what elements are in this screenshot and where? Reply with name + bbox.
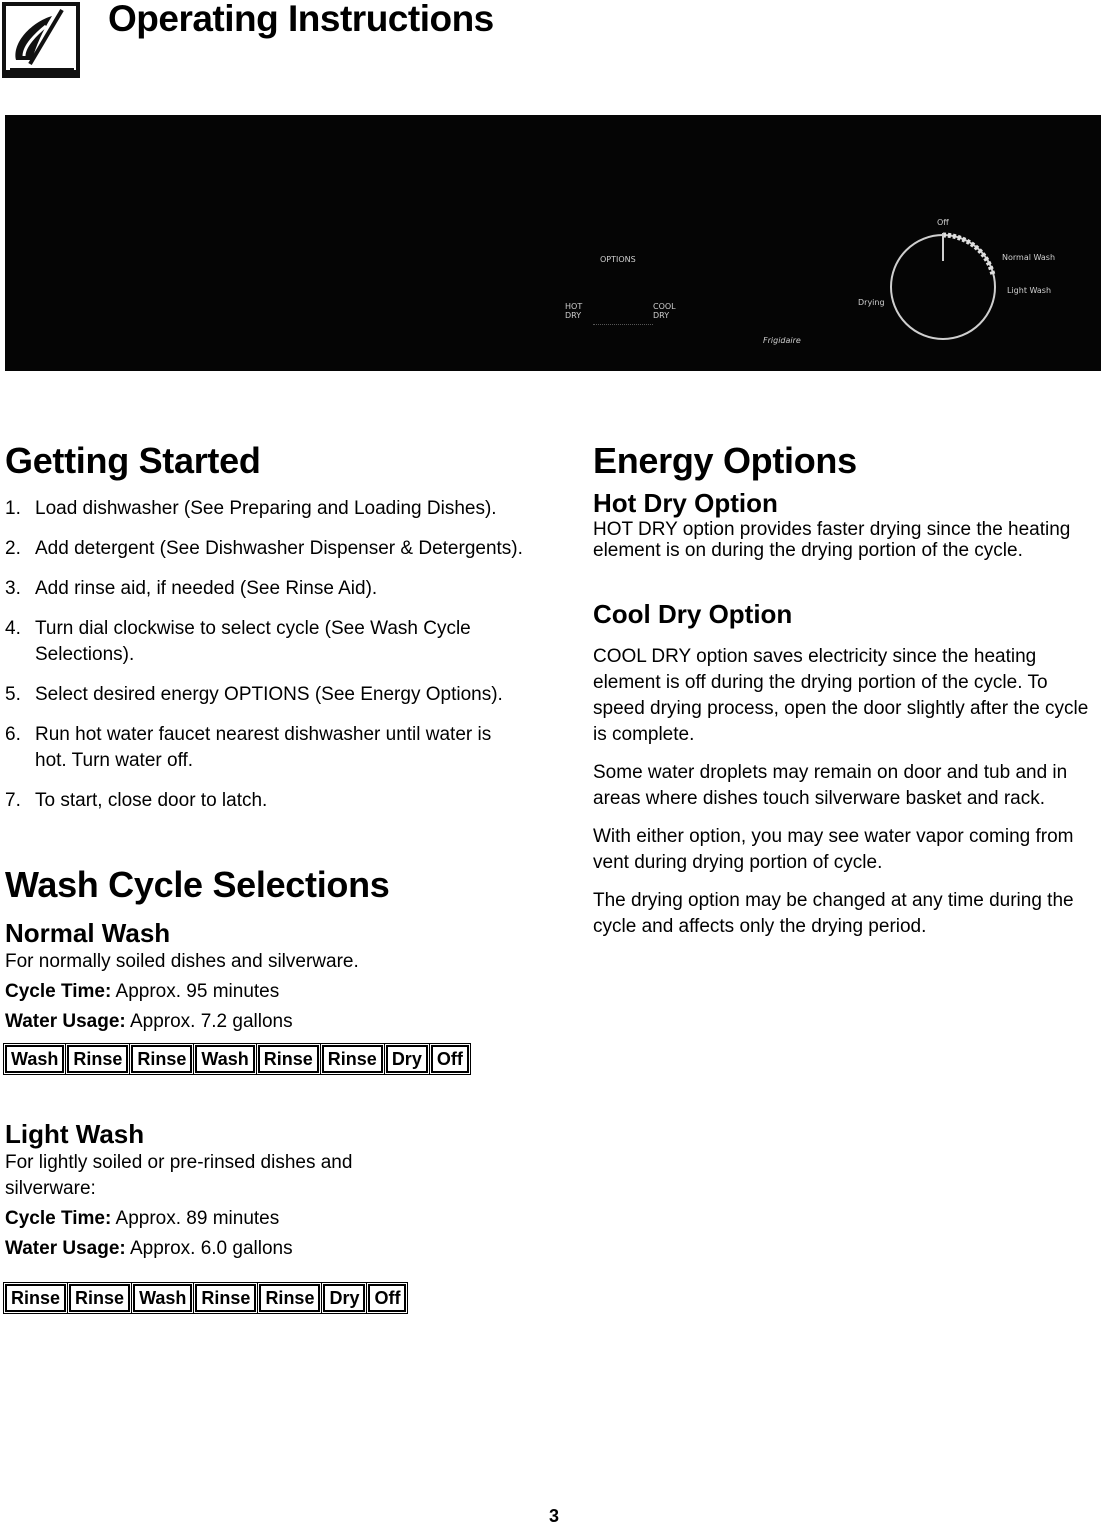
cycle-step: Dry	[323, 1284, 365, 1312]
panel-option-switch	[593, 302, 653, 325]
normal-wash-description: For normally soiled dishes and silverware.	[5, 951, 359, 972]
panel-options-label: OPTIONS	[600, 255, 636, 264]
list-item: 2. Add detergent (See Dishwasher Dispenser & Detergents).	[5, 538, 523, 559]
hot-dry-text: HOT DRY option provides faster drying since the heating element is on during the drying portion of the cycle.	[593, 519, 1071, 561]
cycle-step: Rinse	[5, 1284, 66, 1312]
cycle-step: Rinse	[131, 1045, 192, 1073]
page-title: Operating Instructions	[108, 0, 494, 39]
cycle-step: Off	[431, 1045, 469, 1073]
light-wash-water-usage: Water Usage: Approx. 6.0 gallons	[5, 1238, 293, 1259]
wash-cycle-selections-heading: Wash Cycle Selections	[5, 864, 390, 905]
getting-started-heading: Getting Started	[5, 440, 261, 481]
right-column	[593, 440, 1103, 940]
normal-wash-heading: Normal Wash	[5, 918, 171, 948]
list-item: 7. To start, close door to latch.	[5, 790, 268, 811]
cycle-step: Off	[368, 1284, 406, 1312]
light-wash-description: For lightly soiled or pre-rinsed dishes and silverware:	[5, 1152, 353, 1199]
cycle-dial-icon	[885, 225, 1015, 355]
hot-dry-heading: Hot Dry Option	[593, 488, 778, 518]
energy-options-heading: Energy Options	[593, 440, 857, 481]
cool-dry-paragraph-1: COOL DRY option saves electricity since the heating element is off during the drying portion of the cycle. To speed drying process, open the door slightly after the cycle is complete.	[593, 646, 1089, 745]
operating-instructions-logo-icon	[2, 2, 82, 82]
getting-started-steps	[5, 496, 525, 814]
list-item: 3. Add rinse aid, if needed (See Rinse Aid).	[5, 578, 378, 599]
light-wash-heading: Light Wash	[5, 1119, 145, 1149]
cycle-step: Wash	[195, 1045, 254, 1073]
left-column	[5, 440, 525, 1312]
cool-dry-heading: Cool Dry Option	[593, 599, 793, 629]
cool-dry-paragraph-3: With either option, you may see water vapor coming from vent during drying portion of cycle.	[593, 826, 1074, 873]
list-item: 5. Select desired energy OPTIONS (See Energy Options).	[5, 684, 503, 705]
normal-wash-cycle-time: Cycle Time: Approx. 95 minutes	[5, 981, 280, 1002]
cycle-step: Wash	[133, 1284, 192, 1312]
normal-wash-cycle-sequence	[5, 1045, 525, 1073]
cool-dry-paragraph-2: Some water droplets may remain on door and tub and in areas where dishes touch silverware basket and rack.	[593, 762, 1068, 809]
cycle-step: Rinse	[259, 1284, 320, 1312]
control-panel-illustration	[5, 115, 1101, 371]
dial-light-wash-label: Light Wash	[1007, 286, 1052, 295]
dial-off-label: Off	[937, 218, 949, 227]
cycle-step: Rinse	[67, 1045, 128, 1073]
light-wash-cycle-sequence	[5, 1284, 525, 1312]
dial-drying-label: Drying	[858, 298, 885, 307]
light-wash-cycle-time: Cycle Time: Approx. 89 minutes	[5, 1208, 280, 1229]
cycle-step: Dry	[386, 1045, 428, 1073]
cycle-step: Rinse	[69, 1284, 130, 1312]
brand-logo: Frigidaire	[763, 336, 801, 345]
cycle-step: Rinse	[195, 1284, 256, 1312]
cycle-step: Rinse	[322, 1045, 383, 1073]
panel-cool-dry-label: COOL DRY	[653, 302, 676, 320]
cycle-step: Rinse	[258, 1045, 319, 1073]
normal-wash-water-usage: Water Usage: Approx. 7.2 gallons	[5, 1011, 293, 1032]
page-number: 3	[549, 1506, 560, 1526]
cool-dry-paragraph-4: The drying option may be changed at any time during the cycle and affects only the drying period.	[593, 890, 1074, 937]
list-item: 4. Turn dial clockwise to select cycle (See Wash Cycle Selections).	[5, 618, 471, 665]
list-item: 1. Load dishwasher (See Preparing and Loading Dishes).	[5, 498, 497, 519]
dial-normal-wash-label: Normal Wash	[1002, 253, 1056, 262]
cycle-step: Wash	[5, 1045, 64, 1073]
panel-hot-dry-label: HOT DRY	[565, 302, 583, 320]
list-item: 6. Run hot water faucet nearest dishwasher until water is hot. Turn water off.	[5, 724, 492, 771]
